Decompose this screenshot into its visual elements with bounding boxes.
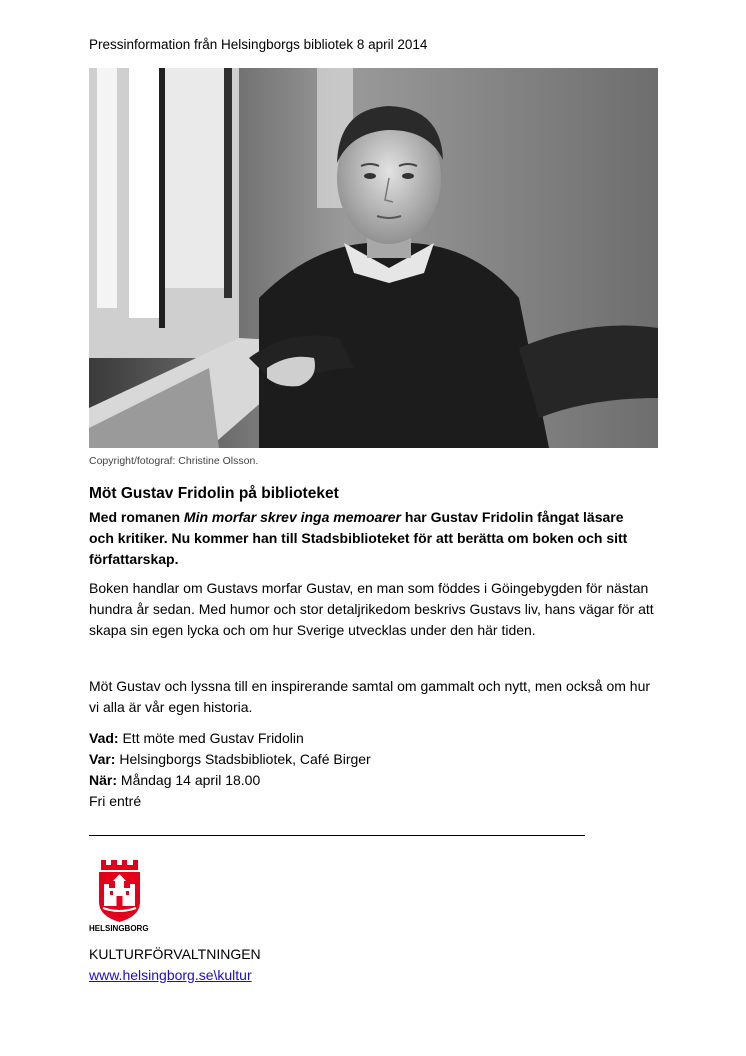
article-title: Möt Gustav Fridolin på biblioteket bbox=[89, 485, 339, 502]
department-name: KULTURFÖRVALTNINGEN bbox=[89, 946, 261, 962]
kultur-link[interactable]: www.helsingborg.se\kultur bbox=[89, 967, 252, 983]
where-label: Var: bbox=[89, 751, 116, 767]
where-value: Helsingborgs Stadsbibliotek, Café Birger bbox=[115, 751, 371, 767]
when-value: Måndag 14 april 18.00 bbox=[117, 772, 261, 788]
event-where bbox=[89, 749, 371, 770]
article-paragraph-1: Boken handlar om Gustavs morfar Gustav, en man som föddes i Göingebygden för nästan hundra år sedan. Med humor och stor detaljrikedom beskrivs Gustavs liv, hans vägar för att skapa sin egen lycka och om hur Sverige utvecklas under den här tiden. bbox=[89, 580, 654, 638]
event-info bbox=[89, 728, 371, 812]
author-portrait-image bbox=[89, 68, 658, 448]
when-label: När: bbox=[89, 772, 118, 788]
event-what bbox=[89, 728, 371, 749]
book-title: Min morfar skrev inga memoarer bbox=[183, 509, 401, 525]
helsingborg-logo bbox=[89, 858, 155, 934]
author-photo bbox=[89, 68, 658, 448]
helsingborg-crest-icon bbox=[89, 858, 155, 934]
logo-text: HELSINGBORG bbox=[89, 924, 149, 933]
press-header: Pressinformation från Helsingborgs bibliotek 8 april 2014 bbox=[89, 37, 428, 52]
what-value: Ett möte med Gustav Fridolin bbox=[118, 730, 304, 746]
footer-block bbox=[89, 944, 261, 986]
lead-prefix: Med romanen bbox=[89, 509, 184, 525]
divider-line bbox=[89, 835, 585, 836]
what-label: Vad: bbox=[89, 730, 119, 746]
event-when bbox=[89, 770, 371, 791]
photo-caption: Copyright/fotograf: Christine Olsson. bbox=[89, 455, 259, 467]
event-admission: Fri entré bbox=[89, 793, 142, 809]
lead-suffix: har Gustav Fridolin fångat läsare och kritiker. Nu kommer han till Stadsbiblioteket för att berätta om boken och sitt författarskap. bbox=[89, 509, 628, 567]
article-paragraph-2: Möt Gustav och lyssna till en inspirerande samtal om gammalt och nytt, men också om hur vi alla är vår egen historia. bbox=[89, 678, 651, 715]
article-lead bbox=[89, 507, 649, 570]
